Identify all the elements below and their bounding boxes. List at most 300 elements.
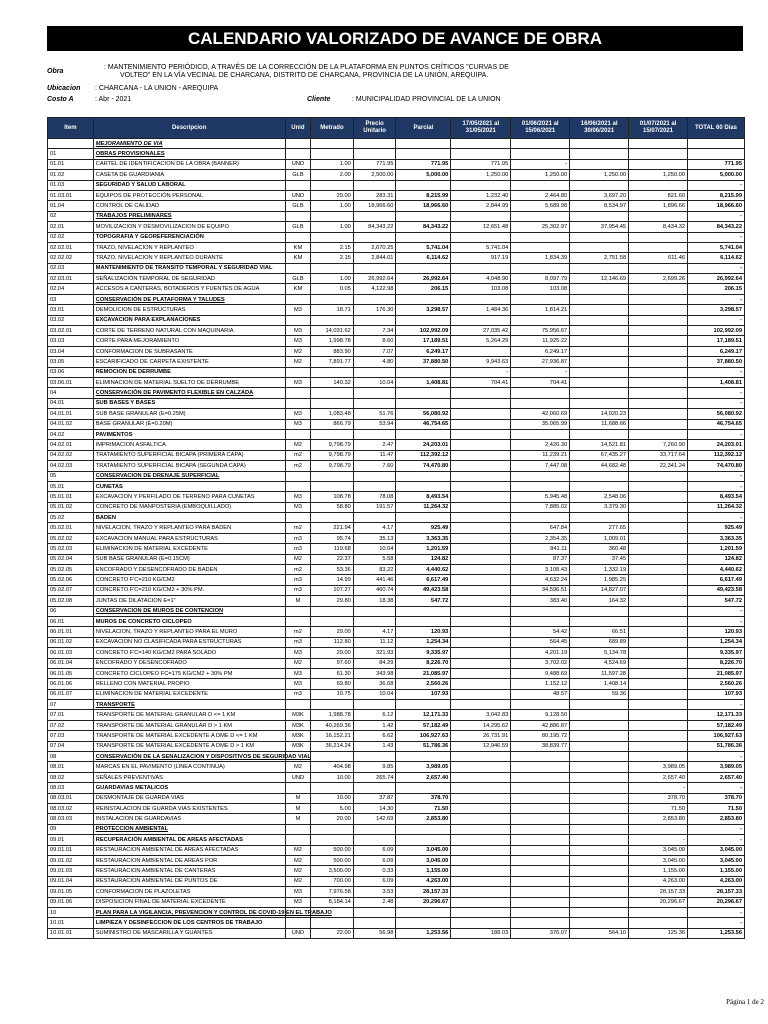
cell-metrado: [311, 263, 354, 273]
cell-precio-unitario: [353, 481, 396, 491]
cell-period-4: [629, 346, 688, 356]
table-row: [48, 139, 745, 149]
cell-metrado: 9,798.79: [311, 461, 354, 471]
table-row: [48, 918, 745, 928]
cell-metrado: [311, 471, 354, 481]
cell-period-2: 2,420.30: [511, 440, 570, 450]
cell-unid: M3: [285, 409, 310, 419]
cell-period-1: [451, 668, 511, 678]
cell-period-2: 2,354.35: [511, 533, 570, 543]
cell-precio-unitario: 2,500.00: [353, 170, 396, 180]
table-row: [48, 461, 745, 471]
cell-metrado: 18.71: [311, 305, 354, 315]
cell-item: 08.03: [48, 783, 94, 793]
cell-period-3: [570, 720, 629, 730]
cell-item: 03.06.01: [48, 377, 94, 387]
cell-item: 06.01.03: [48, 648, 94, 658]
cell-total: 74,470.80: [688, 461, 745, 471]
cell-descripcion: INSTALACION DE GUARDAVIAS: [93, 814, 285, 824]
cell-period-2: [511, 471, 570, 481]
cell-descripcion: REINSTALACION DE GUARDA VIAS EXISTENTES: [93, 804, 285, 814]
table-row: [48, 377, 745, 387]
cell-total: -: [688, 232, 745, 242]
table-row: [48, 253, 745, 263]
cell-metrado: [311, 149, 354, 159]
table-row: [48, 835, 745, 845]
cell-metrado: 10.00: [311, 772, 354, 782]
budget-schedule-table: [47, 117, 745, 939]
cell-period-2: 34,596.51: [511, 585, 570, 595]
cell-period-1: [451, 772, 511, 782]
cell-parcial: 28,157.33: [396, 887, 451, 897]
cell-period-1: [451, 565, 511, 575]
cell-period-3: [570, 762, 629, 772]
cell-period-2: [511, 211, 570, 221]
cell-precio-unitario: [353, 149, 396, 159]
cell-descripcion: TRANSPORTE DE MATERIAL GRANULAR D > 1 KM: [93, 720, 285, 730]
cell-unid: M2: [285, 357, 310, 367]
cell-unid: M3: [285, 679, 310, 689]
cell-parcial: 21,085.97: [396, 668, 451, 678]
table-row: [48, 367, 745, 377]
cell-period-2: [511, 149, 570, 159]
cell-item: 05.02.04: [48, 554, 94, 564]
cliente-value: : MUNICIPALIDAD PROVINCIAL DE LA UNION: [352, 96, 501, 103]
cell-descripcion: TRABAJOS PRELIMINARES: [93, 211, 285, 221]
cell-precio-unitario: [353, 315, 396, 325]
cell-period-1: [451, 409, 511, 419]
cell-period-1: [451, 783, 511, 793]
table-row: [48, 731, 745, 741]
cell-item: 02.02.02: [48, 253, 94, 263]
cell-descripcion: CONSERVACIÓN DE LA SENALIZACION Y DISPOSITIVOS DE SEGURIDAD VIAL: [93, 752, 285, 762]
cell-parcial: 1,201.59: [396, 544, 451, 554]
cell-unid: KM: [285, 253, 310, 263]
cell-metrado: 97.60: [311, 658, 354, 668]
cell-period-2: 54.42: [511, 627, 570, 637]
cell-unid: [285, 481, 310, 491]
cell-period-3: 1,985.25: [570, 575, 629, 585]
cell-period-3: 44,682.48: [570, 461, 629, 471]
cell-item: 03.04: [48, 346, 94, 356]
cell-precio-unitario: 53.94: [353, 419, 396, 429]
cell-parcial: [396, 783, 451, 793]
cell-total: 6,114.62: [688, 253, 745, 263]
cell-parcial: 57,182.49: [396, 720, 451, 730]
cell-period-3: [570, 159, 629, 169]
cell-total: 3,298.57: [688, 305, 745, 315]
cell-period-3: 4,524.69: [570, 658, 629, 668]
cell-precio-unitario: 1.43: [353, 741, 396, 751]
cell-precio-unitario: 176.30: [353, 305, 396, 315]
cell-descripcion: CONSERVACION DE MUROS DE CONTENCION: [93, 606, 285, 616]
cell-period-2: 11,925.22: [511, 336, 570, 346]
cell-period-3: [570, 242, 629, 252]
cell-period-2: 1,152.12: [511, 679, 570, 689]
cell-unid: M2: [285, 855, 310, 865]
table-row: [48, 565, 745, 575]
cliente-label: Cliente: [307, 96, 331, 103]
cell-unid: M: [285, 596, 310, 606]
cell-descripcion: MOVILIZACION Y DESMOVILIZACION DE EQUIPO: [93, 222, 285, 232]
cell-precio-unitario: 321.93: [353, 648, 396, 658]
cell-period-3: [570, 357, 629, 367]
cell-total: 8,493.54: [688, 492, 745, 502]
cell-total: -: [688, 263, 745, 273]
cell-period-4: 28,157.33: [629, 887, 688, 897]
table-row: [48, 513, 745, 523]
table-row: [48, 523, 745, 533]
cell-period-3: [570, 513, 629, 523]
cell-period-3: [570, 336, 629, 346]
cell-unid: [285, 294, 310, 304]
cell-period-4: [629, 377, 688, 387]
cell-metrado: [311, 211, 354, 221]
cell-metrado: 2.00: [311, 170, 354, 180]
cell-unid: M3: [285, 648, 310, 658]
cell-period-3: 2,751.58: [570, 253, 629, 263]
cell-period-4: 611.46: [629, 253, 688, 263]
cell-parcial: [396, 367, 451, 377]
cell-period-3: [570, 398, 629, 408]
cell-period-3: [570, 388, 629, 398]
cell-metrado: [311, 315, 354, 325]
cell-descripcion: CONCRETO F'C=210 KG/CM2 + 30% PM.: [93, 585, 285, 595]
cell-precio-unitario: 460.74: [353, 585, 396, 595]
table-row: [48, 783, 745, 793]
cell-metrado: 7,976.58: [311, 887, 354, 897]
cell-total: -: [688, 752, 745, 762]
cell-period-3: 1,009.01: [570, 533, 629, 543]
cell-parcial: [396, 263, 451, 273]
cell-metrado: [311, 388, 354, 398]
table-row: [48, 232, 745, 242]
cell-metrado: 119.68: [311, 544, 354, 554]
cell-unid: UND: [285, 159, 310, 169]
cell-period-4: [629, 388, 688, 398]
cell-metrado: 14,031.62: [311, 326, 354, 336]
table-row: [48, 481, 745, 491]
cell-period-3: [570, 305, 629, 315]
cell-parcial: 1,408.81: [396, 377, 451, 387]
cell-item: 03.01: [48, 305, 94, 315]
cell-period-3: [570, 346, 629, 356]
cell-unid: M2: [285, 554, 310, 564]
cell-period-2: [511, 139, 570, 149]
cell-period-3: [570, 284, 629, 294]
costo-value: : Abr - 2021: [95, 96, 132, 103]
cell-descripcion: ELIMINACION DE MATERIAL EXCEDENTE: [93, 544, 285, 554]
cell-precio-unitario: 10.04: [353, 689, 396, 699]
cell-precio-unitario: 191.57: [353, 502, 396, 512]
cell-period-3: [570, 429, 629, 439]
cell-period-1: [451, 658, 511, 668]
cell-parcial: 4,440.62: [396, 565, 451, 575]
cell-period-1: [451, 461, 511, 471]
cell-precio-unitario: 7.34: [353, 326, 396, 336]
cell-period-2: 1,814.21: [511, 305, 570, 315]
cell-metrado: [311, 700, 354, 710]
cell-period-2: 3,108.43: [511, 565, 570, 575]
cell-parcial: 12,171.33: [396, 710, 451, 720]
cell-period-3: [570, 876, 629, 886]
cell-metrado: 22.00: [311, 928, 354, 938]
cell-precio-unitario: 5.58: [353, 554, 396, 564]
cell-period-1: [451, 616, 511, 626]
cell-period-1: [451, 606, 511, 616]
cell-total: 1,201.59: [688, 544, 745, 554]
cell-descripcion: TRAZO, NIVELACION Y REPLANTEO DURANTE: [93, 253, 285, 263]
cell-total: -: [688, 783, 745, 793]
cell-period-1: 5,264.29: [451, 336, 511, 346]
cell-descripcion: CONCRETO F'C=210 KG/CM2: [93, 575, 285, 585]
cell-parcial: 5,741.04: [396, 242, 451, 252]
cell-parcial: [396, 232, 451, 242]
cell-total: 925.49: [688, 523, 745, 533]
cell-period-1: [451, 294, 511, 304]
cell-precio-unitario: 14.30: [353, 804, 396, 814]
cell-parcial: 74,470.80: [396, 461, 451, 471]
table-row: [48, 866, 745, 876]
table-row: [48, 689, 745, 699]
cell-descripcion: TRATAMIENTO SUPERFICIAL BICAPA (SEGUNDA CAPA): [93, 461, 285, 471]
cell-item: 04.02: [48, 429, 94, 439]
cell-period-2: [511, 513, 570, 523]
cell-metrado: 1.00: [311, 201, 354, 211]
cell-unid: M: [285, 793, 310, 803]
cell-descripcion: DISPOSICION FINAL DE MATERIAL EXCEDENTE: [93, 897, 285, 907]
cell-item: 05.01: [48, 481, 94, 491]
cell-descripcion: EXCAVACION PARA EXPLANACIONES: [93, 315, 285, 325]
cell-total: 71.50: [688, 804, 745, 814]
cell-total: 21,085.97: [688, 668, 745, 678]
cell-period-3: [570, 804, 629, 814]
cell-period-1: 9,943.63: [451, 357, 511, 367]
table-row: [48, 502, 745, 512]
cell-item: 06.01.04: [48, 658, 94, 668]
cell-period-4: 22,341.24: [629, 461, 688, 471]
cell-precio-unitario: 8.60: [353, 336, 396, 346]
cell-period-1: [451, 637, 511, 647]
cell-period-2: [511, 700, 570, 710]
cell-item: 02: [48, 211, 94, 221]
cell-item: 02.03.01: [48, 274, 94, 284]
cell-period-4: [629, 523, 688, 533]
cell-period-4: 3,045.00: [629, 855, 688, 865]
cell-item: 05.02.03: [48, 544, 94, 554]
cell-metrado: 2.15: [311, 242, 354, 252]
cell-period-3: [570, 783, 629, 793]
cell-descripcion: PROTECCION AMBIENTAL: [93, 824, 285, 834]
cell-period-2: -: [511, 367, 570, 377]
cell-parcial: 11,264.32: [396, 502, 451, 512]
obra-label: Obra: [47, 68, 64, 75]
cell-period-4: 2,853.80: [629, 814, 688, 824]
cell-precio-unitario: 36.68: [353, 679, 396, 689]
cell-descripcion: EQUIPOS DE PROTECCIÓN PERSONAL: [93, 190, 285, 200]
cell-period-3: 1,332.19: [570, 565, 629, 575]
cell-period-4: [629, 149, 688, 159]
cell-metrado: 10.00: [311, 793, 354, 803]
cell-unid: [285, 606, 310, 616]
cell-item: 01.03: [48, 180, 94, 190]
cell-parcial: 84,343.22: [396, 222, 451, 232]
cell-metrado: 53.36: [311, 565, 354, 575]
cell-precio-unitario: 9.85: [353, 762, 396, 772]
cell-descripcion: RESTAURACION AMBIENTAL DE AREAS AFECTADAS: [93, 845, 285, 855]
cell-period-3: [570, 700, 629, 710]
cell-unid: M: [285, 814, 310, 824]
cell-period-2: [511, 263, 570, 273]
cell-period-2: 841.11: [511, 544, 570, 554]
cell-period-3: [570, 481, 629, 491]
cell-period-2: 5,689.98: [511, 201, 570, 211]
cell-unid: M2: [285, 346, 310, 356]
cell-period-2: 5,945.48: [511, 492, 570, 502]
cell-descripcion: CASETA DE GUARDIANIA: [93, 170, 285, 180]
cell-period-2: [511, 481, 570, 491]
cell-metrado: 16,152.21: [311, 731, 354, 741]
cell-period-3: [570, 918, 629, 928]
cell-period-2: 27,936.87: [511, 357, 570, 367]
cell-parcial: 107.93: [396, 689, 451, 699]
cell-metrado: [311, 918, 354, 928]
cell-precio-unitario: 4.17: [353, 627, 396, 637]
cell-period-1: [451, 855, 511, 865]
table-row: [48, 284, 745, 294]
cell-unid: UND: [285, 190, 310, 200]
cell-descripcion: ENCOFRADO Y DESENCOFRADO DE BADEN: [93, 565, 285, 575]
cell-period-2: 6,249.17: [511, 346, 570, 356]
cell-total: 102,992.09: [688, 326, 745, 336]
cell-period-4: [629, 159, 688, 169]
cell-period-4: 125.36: [629, 928, 688, 938]
cell-period-2: [511, 845, 570, 855]
cell-precio-unitario: [353, 180, 396, 190]
cell-period-2: 383.40: [511, 596, 570, 606]
cell-unid: KM: [285, 284, 310, 294]
cell-item: 05.02: [48, 513, 94, 523]
cell-period-4: [629, 232, 688, 242]
cell-unid: m3: [285, 689, 310, 699]
cell-unid: [285, 783, 310, 793]
cell-period-3: 689.89: [570, 637, 629, 647]
cell-parcial: 547.72: [396, 596, 451, 606]
cell-period-3: [570, 149, 629, 159]
cell-parcial: [396, 606, 451, 616]
cell-unid: [285, 471, 310, 481]
cell-metrado: 29.00: [311, 627, 354, 637]
cell-precio-unitario: [353, 824, 396, 834]
cell-item: 02.04: [48, 284, 94, 294]
cell-parcial: 56,080.92: [396, 409, 451, 419]
table-row: [48, 596, 745, 606]
cell-item: 06.01.01: [48, 627, 94, 637]
cell-descripcion: ENCOFRADO Y DESENCOFRADO: [93, 658, 285, 668]
cell-total: 5,741.04: [688, 242, 745, 252]
cell-period-4: [629, 668, 688, 678]
cell-total: 547.72: [688, 596, 745, 606]
cell-period-1: [451, 814, 511, 824]
cell-parcial: 17,189.51: [396, 336, 451, 346]
cell-total: 28,157.33: [688, 887, 745, 897]
cell-metrado: 1,988.78: [311, 710, 354, 720]
cell-period-4: [629, 565, 688, 575]
cell-precio-unitario: 7.07: [353, 346, 396, 356]
cell-precio-unitario: 771.95: [353, 159, 396, 169]
cell-parcial: 5,000.00: [396, 170, 451, 180]
cell-period-2: 2,464.80: [511, 190, 570, 200]
cell-period-2: 564.45: [511, 637, 570, 647]
cell-period-3: 2,548.06: [570, 492, 629, 502]
cell-period-2: 35,065.99: [511, 419, 570, 429]
cell-item: 05.01.02: [48, 502, 94, 512]
cell-precio-unitario: 18.38: [353, 596, 396, 606]
table-row: [48, 585, 745, 595]
cell-period-2: [511, 398, 570, 408]
cell-metrado: 1.00: [311, 222, 354, 232]
cell-total: -: [688, 606, 745, 616]
cell-period-3: [570, 907, 629, 917]
cell-total: -: [688, 835, 745, 845]
cell-period-3: 11,688.66: [570, 419, 629, 429]
col-header-precio-unitario: Precio Unitario: [353, 118, 396, 139]
cell-parcial: [396, 918, 451, 928]
cell-period-3: 1,250.00: [570, 170, 629, 180]
cell-period-2: 25,302.97: [511, 222, 570, 232]
cell-unid: M3K: [285, 710, 310, 720]
cell-item: 01: [48, 149, 94, 159]
table-row: [48, 752, 745, 762]
cell-parcial: 26,992.64: [396, 274, 451, 284]
cell-period-4: [629, 575, 688, 585]
cell-item: 06.01.07: [48, 689, 94, 699]
cell-period-3: 14,521.81: [570, 440, 629, 450]
cell-period-2: 7,885.02: [511, 502, 570, 512]
cell-metrado: 7,891.77: [311, 357, 354, 367]
cell-unid: M3: [285, 419, 310, 429]
cell-metrado: 0.05: [311, 284, 354, 294]
table-row: [48, 741, 745, 751]
cell-period-2: [511, 762, 570, 772]
cell-unid: m2: [285, 627, 310, 637]
cell-total: 9,335.97: [688, 648, 745, 658]
cell-precio-unitario: 37.87: [353, 793, 396, 803]
cell-total: 2,853.80: [688, 814, 745, 824]
cell-period-1: [451, 450, 511, 460]
cell-precio-unitario: 3.53: [353, 887, 396, 897]
cell-period-2: [511, 294, 570, 304]
cell-unid: [285, 429, 310, 439]
cell-period-2: [511, 804, 570, 814]
page-number: Página 1 de 2: [726, 998, 764, 1006]
cell-total: 378.70: [688, 793, 745, 803]
cell-precio-unitario: 51.76: [353, 409, 396, 419]
cell-period-3: 5,134.78: [570, 648, 629, 658]
cell-descripcion: CONFORMACION DE SUBRASANTE: [93, 346, 285, 356]
table-body: [48, 139, 745, 939]
cell-parcial: 2,560.26: [396, 679, 451, 689]
cell-period-1: [451, 627, 511, 637]
cell-parcial: 46,754.65: [396, 419, 451, 429]
cell-precio-unitario: [353, 429, 396, 439]
cell-period-1: [451, 554, 511, 564]
cell-item: 04.02.02: [48, 450, 94, 460]
cell-period-1: [451, 824, 511, 834]
cell-period-1: [451, 471, 511, 481]
cell-period-1: 26,731.91: [451, 731, 511, 741]
cell-total: [688, 149, 745, 159]
